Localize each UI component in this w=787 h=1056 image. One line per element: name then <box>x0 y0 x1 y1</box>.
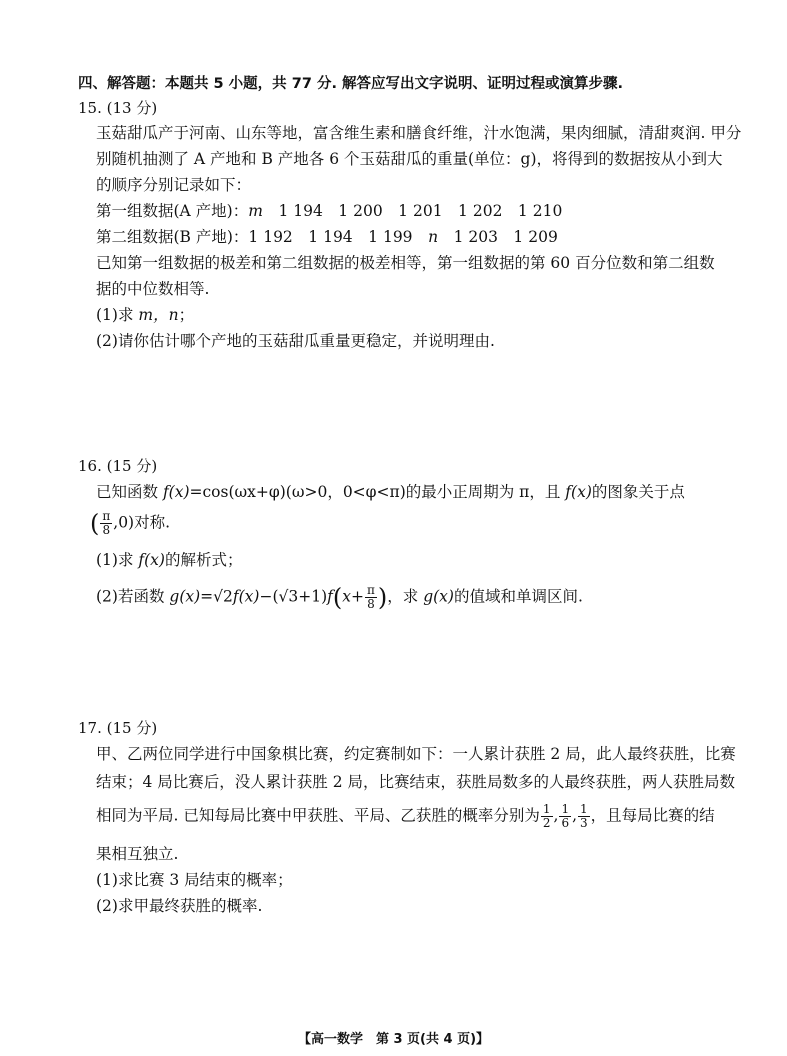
q16-fx: f(x) <box>162 483 190 501</box>
q15-part-1-suffix: ； <box>178 306 195 324</box>
section-heading: 四、解答题：本题共 5 小题，共 77 分. 解答应写出文字说明、证明过程或演算步骤. <box>78 76 624 92</box>
q15-group1-label: 第一组数据(A 产地)： <box>96 202 249 220</box>
q16-f-shift: f <box>327 587 333 606</box>
q15-var-m: m <box>248 202 263 220</box>
q15-header: 15. (13 分) <box>78 99 158 117</box>
q17-line-2: 结束；4 局比赛后，没人累计获胜 2 局，比赛结束，获胜局数多的人最终获胜，两人获胜局数 <box>96 773 736 791</box>
q16-part-2-prefix: (2)若函数 <box>96 587 170 606</box>
q16-gx: g(x) <box>169 587 201 606</box>
q15-line-2: 别随机抽测了 A 产地和 B 产地各 6 个玉菇甜瓜的重量(单位：g)，将得到的数据按从小到大 <box>96 150 723 168</box>
q16-part-1-suffix: 的解析式； <box>164 551 243 569</box>
q15-group1-values: 1 194 1 200 1 201 1 202 1 210 <box>278 202 563 220</box>
q15-part-1 <box>96 303 194 327</box>
q15-group2-values-b: 1 203 1 209 <box>453 228 558 246</box>
q17-line-3: 相同为平局. 已知每局比赛中甲获胜、平局、乙获胜的概率分别为 $\frac{1}{2}$ , $\frac{1}{6}$ , $\frac{1}{3}$ ，且每局比赛的结 <box>96 802 715 830</box>
q16-line-2 <box>90 510 170 537</box>
q15-group2-values-a: 1 192 1 194 1 199 <box>248 228 413 246</box>
q17-line-1: 甲、乙两位同学进行中国象棋比赛，约定赛制如下：一人累计获胜 2 局，此人最终获胜，比赛 <box>96 745 736 763</box>
q16-sqrt2: =√2 <box>200 587 233 606</box>
q17-line-3-prefix: 相同为平局. 已知每局比赛中甲获胜、平局、乙获胜的概率分别为 <box>96 806 540 825</box>
q17-line-4: 果相互独立. <box>96 845 179 863</box>
page-footer: 【高一数学 第 3 页(共 4 页)】 <box>297 1032 490 1047</box>
q15-group2-label: 第二组数据(B 产地)： <box>96 228 249 246</box>
q15-group1 <box>96 199 562 223</box>
q15-line-6: 已知第一组数据的极差和第二组数据的极差相等，第一组数据的第 60 百分位数和第二组数 <box>96 254 715 272</box>
q16-sqrt3-term: −(√3+1) <box>259 587 328 606</box>
q16-header: 16. (15 分) <box>78 457 158 475</box>
q17-header: 17. (15 分) <box>78 719 158 737</box>
q15-part-2: (2)请你估计哪个产地的玉菇甜瓜重量更稳定，并说明理由. <box>96 332 495 350</box>
q16-part-2: (2)若函数 g(x)=√2f(x)−(√3+1)f(x+ $\frac{\pi}{8}$ )，求 g(x)的值域和单调区间. <box>96 583 583 612</box>
q16-part-1 <box>96 548 242 572</box>
q17-prob-jia: $\frac{1}{2}$ <box>542 802 551 830</box>
q16-line-1-suffix: 的图象关于点 <box>591 483 685 501</box>
q17-prob-yi: $\frac{1}{3}$ <box>580 802 588 830</box>
q16-gx-2: g(x) <box>423 587 454 606</box>
q16-part-1-prefix: (1)求 <box>96 551 139 569</box>
q16-part-2-fx: f(x) <box>232 587 260 606</box>
q17-prob-draw: $\frac{1}{6}$ <box>561 802 570 830</box>
q15-line-1: 玉菇甜瓜产于河南、山东等地，富含维生素和膳食纤维，汁水饱满，果肉细腻，清甜爽润. 甲分 <box>96 124 742 142</box>
q16-line-1-prefix: 已知函数 <box>96 483 163 501</box>
q17-line-3-suffix: ，且每局比赛的结 <box>590 806 715 825</box>
q16-shift-arg: x+ <box>342 587 364 606</box>
q15-line-7: 据的中位数相等. <box>96 280 210 298</box>
q15-line-3: 的顺序分别记录如下： <box>96 176 252 194</box>
q16-line-2-suffix: ,0)对称. <box>113 513 171 532</box>
q16-line-1-mid: 的最小正周期为 π，且 <box>405 483 566 501</box>
q17-part-2: (2)求甲最终获胜的概率. <box>96 897 263 915</box>
q15-part-1-prefix: (1)求 <box>96 306 139 324</box>
q16-line-1 <box>96 480 685 504</box>
q16-open-paren: ( <box>90 509 100 538</box>
q16-shift-fraction: $\frac{\pi}{8}$ <box>367 583 375 611</box>
q16-part-2-suffix: 的值域和单调区间. <box>453 587 583 606</box>
q16-fx-2: f(x) <box>565 483 592 501</box>
q16-part-2-mid: ，求 <box>387 587 424 606</box>
q16-part-1-fx: f(x) <box>138 551 165 569</box>
q16-point-fraction: $\frac{\pi}{8}$ <box>102 509 111 537</box>
q16-definition: =cos(ωx+φ)(ω>0，0<φ<π) <box>189 483 406 501</box>
q15-var-n: n <box>428 228 439 246</box>
q15-group2 <box>96 225 558 249</box>
q17-part-1: (1)求比赛 3 局结束的概率； <box>96 871 293 889</box>
q15-part-1-vars: m，n <box>138 306 179 324</box>
